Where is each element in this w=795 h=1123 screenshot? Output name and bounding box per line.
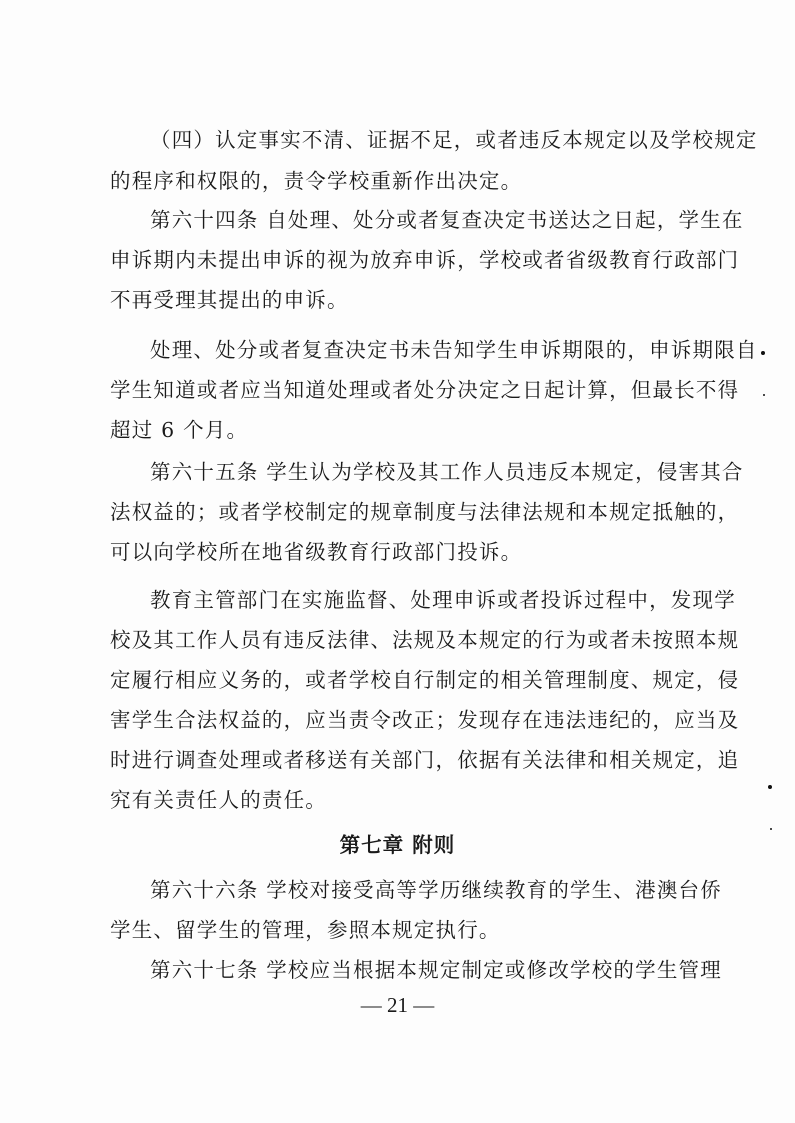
body-line: 学生、留学生的管理，参照本规定执行。 <box>110 918 501 942</box>
body-line: 不再受理其提出的申诉。 <box>110 288 349 312</box>
body-line: 可以向学校所在地省级教育行政部门投诉。 <box>110 540 523 564</box>
scan-speck <box>761 351 765 355</box>
body-line: 教育主管部门在实施监督、处理申诉或者投诉过程中，发现学 <box>150 588 736 612</box>
body-line: 法权益的；或者学校制定的规章制度与法律法规和本规定抵触的， <box>110 500 740 524</box>
scan-speck <box>763 394 765 396</box>
body-line: 时进行调查处理或者移送有关部门，依据有关法律和相关规定，追 <box>110 748 740 772</box>
chapter-heading: 第七章 附则 <box>339 833 456 857</box>
body-line: 第六十五条 学生认为学校及其工作人员违反本规定，侵害其合 <box>150 460 744 484</box>
body-line: 的程序和权限的，责令学校重新作出决定。 <box>110 169 523 193</box>
scan-speck <box>770 828 772 830</box>
body-line: 害学生合法权益的，应当责令改正；发现存在违法违纪的，应当及 <box>110 708 740 732</box>
body-line: 究有关责任人的责任。 <box>110 788 327 812</box>
scan-speck <box>768 785 772 789</box>
body-line: （四）认定事实不清、证据不足，或者违反本规定以及学校规定 <box>150 128 758 152</box>
body-line: 处理、处分或者复查决定书未告知学生申诉期限的，申诉期限自 <box>150 338 758 362</box>
body-line: 第六十六条 学校对接受高等学历继续教育的学生、港澳台侨 <box>150 878 722 902</box>
page-number: — 21 — <box>360 993 435 1017</box>
body-line: 申诉期内未提出申诉的视为放弃申诉，学校或者省级教育行政部门 <box>110 248 740 272</box>
body-line: 第六十七条 学校应当根据本规定制定或修改学校的学生管理 <box>150 958 722 982</box>
body-line: 第六十四条 自处理、处分或者复查决定书送达之日起，学生在 <box>150 208 744 232</box>
body-line: 超过 6 个月。 <box>110 418 249 442</box>
body-line: 校及其工作人员有违反法律、法规及本规定的行为或者未按照本规 <box>110 628 740 652</box>
body-line: 定履行相应义务的，或者学校自行制定的相关管理制度、规定，侵 <box>110 668 740 692</box>
body-line: 学生知道或者应当知道处理或者处分决定之日起计算，但最长不得 <box>110 378 740 402</box>
